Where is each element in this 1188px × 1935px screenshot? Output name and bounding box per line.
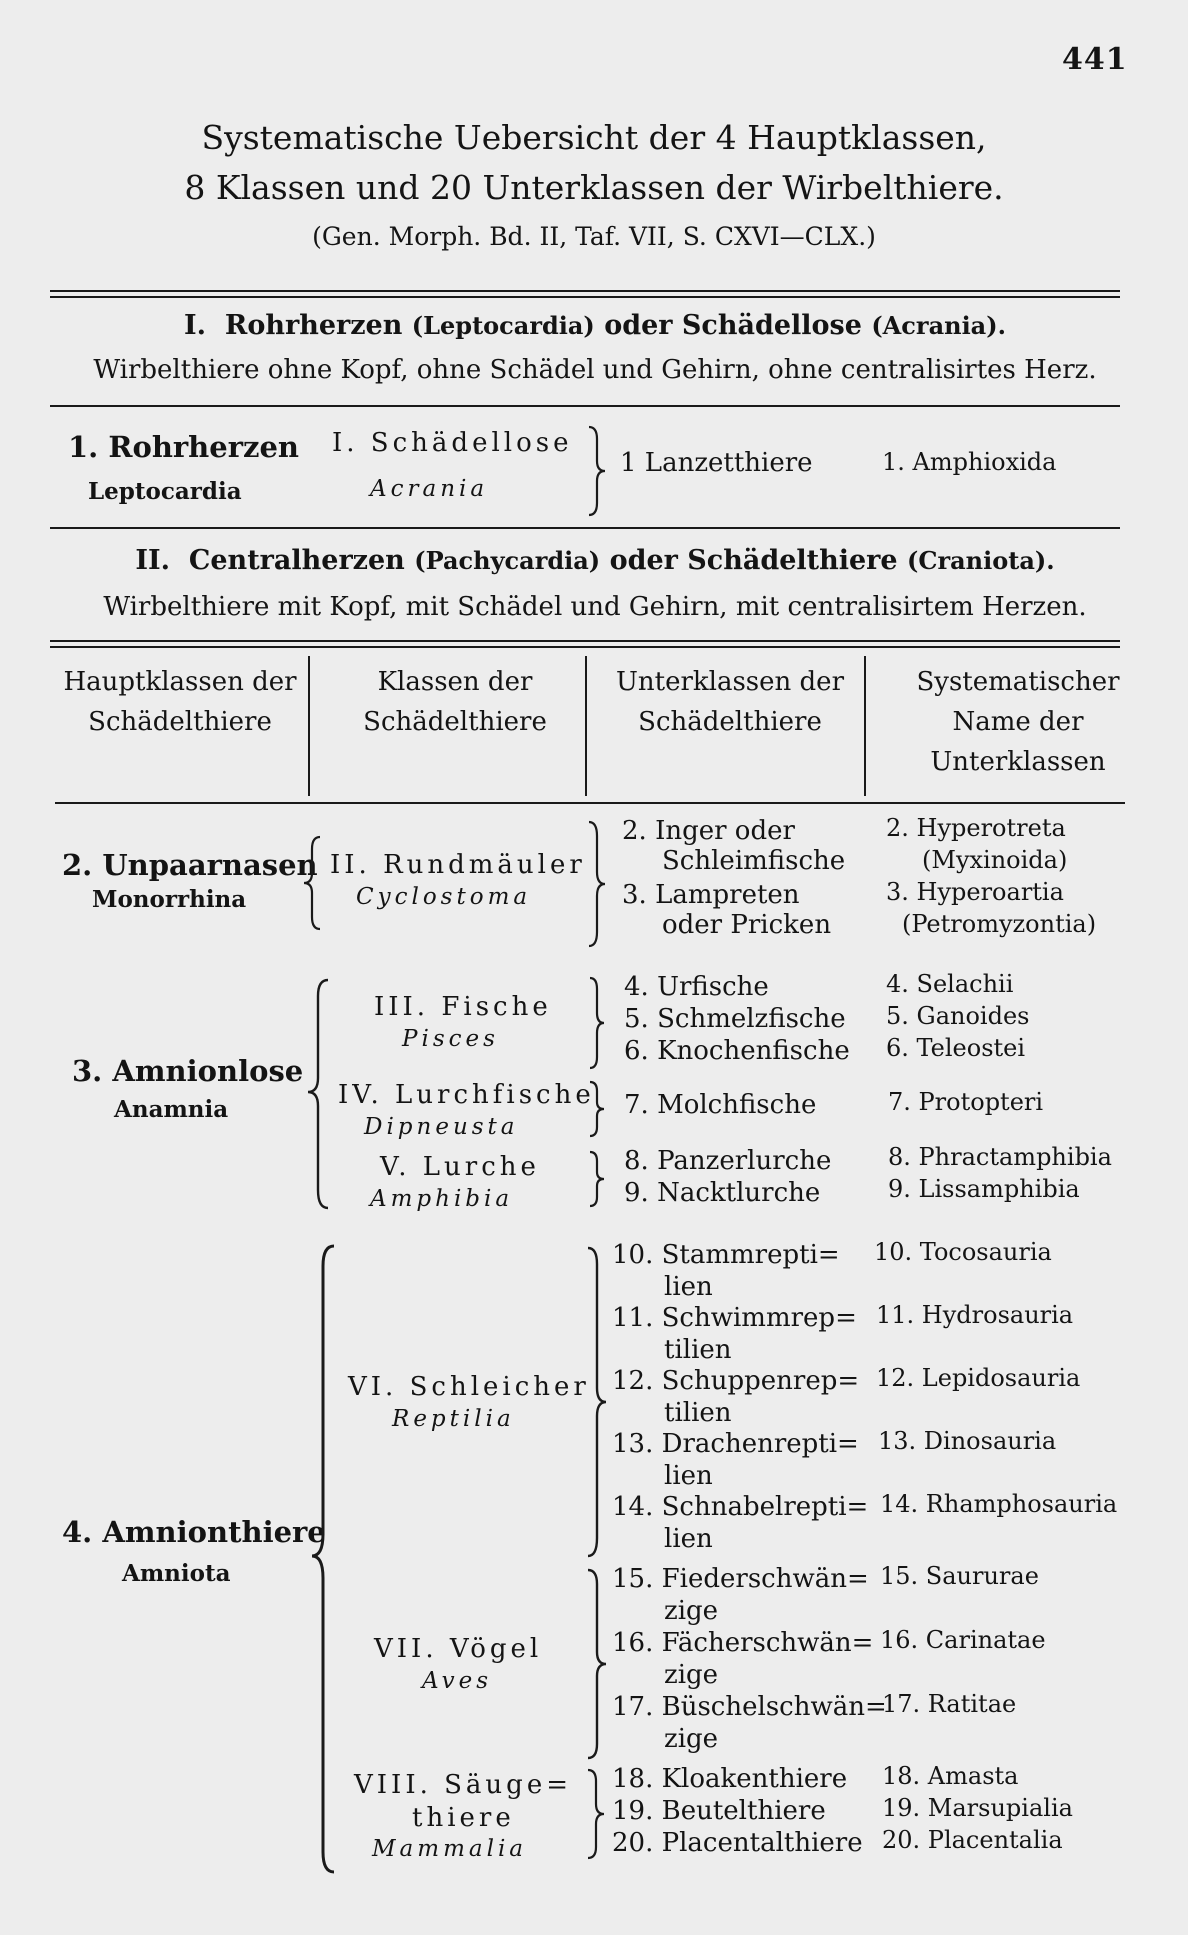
header-klassen: Klassen der Schädelthiere (363, 667, 547, 737)
row1-brace (585, 425, 609, 517)
unterklasse-14b: lien (664, 1524, 713, 1554)
reptilia-brace (584, 1246, 610, 1558)
header-divider-2 (585, 656, 587, 796)
section1-heading (50, 310, 1140, 341)
monorrhina-left-brace (302, 835, 324, 931)
anamnia-haupt-latin: Anamnia (114, 1096, 229, 1123)
section2-oder: oder (609, 545, 678, 576)
dipneusta-brace (586, 1080, 608, 1138)
name-10: 10. Tocosauria (874, 1238, 1052, 1266)
unterklasse-20: 20. Placentalthiere (612, 1828, 863, 1858)
section2-alt-name: Schädelthiere (687, 545, 898, 576)
section1-numeral: I. (184, 310, 207, 341)
unterklasse-3b: oder Pricken (662, 910, 832, 940)
unterklasse-14a: 14. Schnabelrepti= (612, 1492, 869, 1522)
row1-unterklasse: 1 Lanzetthiere (620, 448, 813, 478)
row1-name: 1. Amphioxida (882, 448, 1057, 476)
unterklasse-2b: Schleimfische (662, 846, 846, 876)
unterklasse-3a: 3. Lampreten (622, 880, 800, 910)
unterklasse-11b: tilien (664, 1335, 732, 1365)
unterklasse-17a: 17. Büschelschwän= (612, 1692, 887, 1722)
unterklasse-8: 8. Panzerlurche (624, 1146, 832, 1176)
name-20: 20. Placentalia (882, 1826, 1063, 1854)
monorrhina-haupt: 2. Unpaarnasen (62, 848, 318, 882)
aves-brace (584, 1568, 610, 1760)
row1-klasse: I. Schädellose (332, 428, 573, 458)
unterklasse-2a: 2. Inger oder (622, 816, 795, 846)
section1-latin: (Leptocardia) (411, 311, 595, 340)
name-2b: (Myxinoida) (922, 846, 1068, 874)
monorrhina-klasse-latin: Cyclostoma (356, 884, 532, 910)
unterklasse-15b: zige (664, 1596, 719, 1626)
unterklasse-10a: 10. Stammrepti= (612, 1240, 840, 1270)
rule-double-top-a (50, 290, 1120, 292)
unterklasse-4: 4. Urfische (624, 972, 769, 1002)
anamnia-left-brace (306, 978, 332, 1210)
unterklasse-10b: lien (664, 1272, 713, 1302)
pisces-brace (586, 976, 608, 1070)
name-9: 9. Lissamphibia (888, 1175, 1080, 1203)
header-systematischer-name: Systematischer Name der Unterklassen (916, 667, 1120, 777)
unterklasse-18: 18. Kloakenthiere (612, 1764, 848, 1794)
header-divider-1 (308, 656, 310, 796)
name-17: 17. Ratitae (882, 1690, 1017, 1718)
unterklasse-12a: 12. Schuppenrep= (612, 1366, 860, 1396)
name-16: 16. Carinatae (880, 1626, 1046, 1654)
page-title-line1: Systematische Uebersicht der 4 Hauptklassen, (201, 118, 987, 157)
unterklasse-13b: lien (664, 1461, 713, 1491)
name-5: 5. Ganoides (886, 1002, 1030, 1030)
row1-haupt: 1. Rohrherzen (68, 430, 299, 464)
header-unterklassen: Unterklassen der Schädelthiere (615, 667, 845, 737)
section1-name: Rohrherzen (224, 310, 403, 341)
unterklasse-16b: zige (664, 1660, 719, 1690)
monorrhina-right-brace (585, 820, 609, 948)
anamnia-klasse-5: V. Lurche (380, 1152, 540, 1182)
rule-row1 (50, 527, 1120, 529)
section2-description: Wirbelthiere mit Kopf, mit Schädel und Gehirn, mit centralisirtem Herzen. (103, 592, 1087, 622)
mammalia-brace (584, 1768, 608, 1860)
row1-klasse-latin: Acrania (370, 476, 489, 502)
amniota-klasse-8b: thiere (412, 1803, 515, 1833)
rule-header-bottom (55, 802, 1125, 804)
unterklasse-9: 9. Nacktlurche (624, 1178, 821, 1208)
unterklasse-11a: 11. Schwimmrep= (612, 1303, 857, 1333)
anamnia-klasse-4: IV. Lurchfische (338, 1080, 595, 1110)
name-6: 6. Teleostei (886, 1034, 1026, 1062)
section1-alt-name: Schädellose (681, 310, 862, 341)
name-13: 13. Dinosauria (878, 1427, 1057, 1455)
unterklasse-17b: zige (664, 1724, 719, 1754)
name-8: 8. Phractamphibia (888, 1143, 1112, 1171)
amniota-klasse-7: VII. Vögel (374, 1634, 543, 1664)
monorrhina-klasse: II. Rundmäuler (330, 850, 586, 880)
section2-alt-latin: (Craniota). (907, 546, 1055, 575)
page-number: 441 (1062, 42, 1128, 77)
name-12: 12. Lepidosauria (876, 1364, 1081, 1392)
unterklasse-16a: 16. Fächerschwän= (612, 1628, 874, 1658)
amniota-haupt: 4. Amnionthiere (62, 1515, 326, 1549)
name-15: 15. Saururae (880, 1562, 1039, 1590)
header-divider-3 (864, 656, 866, 796)
amphibia-brace (586, 1150, 608, 1208)
name-3a: 3. Hyperoartia (886, 878, 1064, 906)
anamnia-klasse-5-latin: Amphibia (370, 1186, 514, 1212)
unterklasse-13a: 13. Drachenrepti= (612, 1429, 859, 1459)
section2-numeral: II. (135, 545, 171, 576)
section1-description: Wirbelthiere ohne Kopf, ohne Schädel und Gehirn, ohne centralisirtes Herz. (93, 355, 1097, 385)
section2-name: Centralherzen (188, 545, 405, 576)
name-11: 11. Hydrosauria (876, 1301, 1074, 1329)
name-7: 7. Protopteri (888, 1088, 1044, 1116)
unterklasse-19: 19. Beutelthiere (612, 1796, 826, 1826)
anamnia-haupt: 3. Amnionlose (72, 1054, 304, 1088)
unterklasse-7: 7. Molchfische (624, 1090, 817, 1120)
amniota-haupt-latin: Amniota (122, 1560, 231, 1587)
citation: (Gen. Morph. Bd. II, Taf. VII, S. CXVI—CLX.) (312, 222, 876, 251)
unterklasse-12b: tilien (664, 1398, 732, 1428)
rule-double-mid-b (50, 646, 1120, 648)
name-4: 4. Selachii (886, 970, 1014, 998)
anamnia-klasse-4-latin: Dipneusta (364, 1114, 519, 1140)
section2-heading (50, 545, 1140, 576)
section2-latin: (Pachycardia) (414, 546, 601, 575)
name-18: 18. Amasta (882, 1762, 1019, 1790)
name-3b: (Petromyzontia) (902, 910, 1097, 938)
amniota-klasse-8-latin: Mammalia (372, 1836, 528, 1862)
monorrhina-haupt-latin: Monorrhina (92, 886, 247, 913)
anamnia-klasse-3: III. Fische (374, 992, 552, 1022)
amniota-klasse-8a: VIII. Säuge= (354, 1770, 572, 1800)
name-19: 19. Marsupialia (882, 1794, 1073, 1822)
unterklasse-15a: 15. Fiederschwän= (612, 1564, 869, 1594)
rule-double-top-b (50, 296, 1120, 298)
amniota-klasse-6-latin: Reptilia (392, 1406, 515, 1432)
section1-oder: oder (604, 310, 673, 341)
unterklasse-5: 5. Schmelzfische (624, 1004, 846, 1034)
name-14: 14. Rhamphosauria (880, 1490, 1118, 1518)
amniota-klasse-6: VI. Schleicher (348, 1372, 590, 1402)
anamnia-klasse-3-latin: Pisces (402, 1026, 499, 1052)
amniota-klasse-7-latin: Aves (422, 1668, 493, 1694)
rule-double-mid-a (50, 640, 1120, 642)
header-hauptklassen: Hauptklassen der Schädelthiere (63, 667, 297, 737)
unterklasse-6: 6. Knochenfische (624, 1036, 850, 1066)
section1-alt-latin: (Acrania). (871, 311, 1006, 340)
name-2a: 2. Hyperotreta (886, 814, 1066, 842)
row1-haupt-latin: Leptocardia (88, 478, 242, 505)
page-title-line2: 8 Klassen und 20 Unterklassen der Wirbelthiere. (184, 168, 1004, 207)
amniota-left-brace (310, 1244, 338, 1874)
rule-section1 (50, 405, 1120, 407)
